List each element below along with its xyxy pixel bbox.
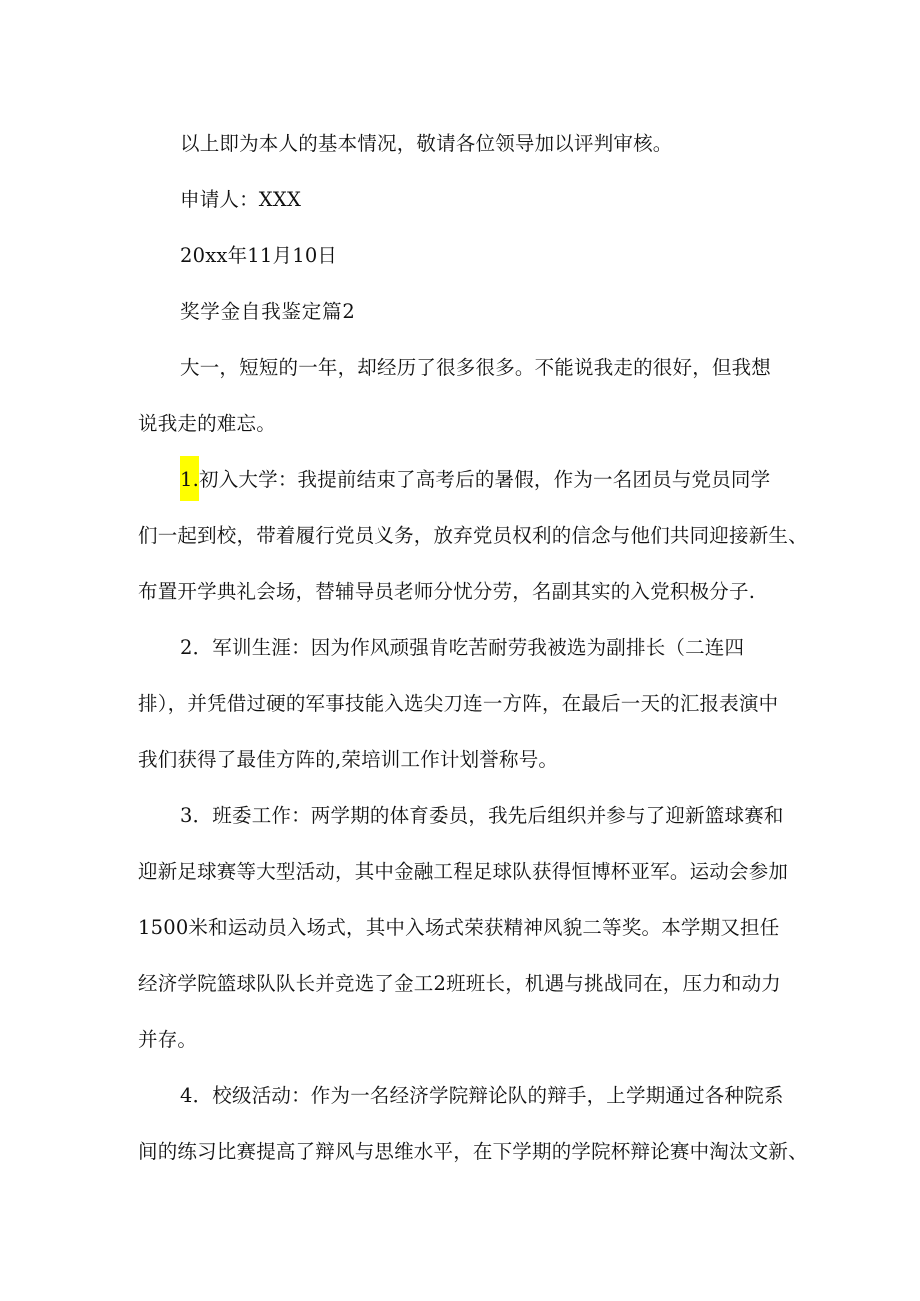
intro-line-1: 大一，短短的一年，却经历了很多很多。不能说我走的很好，但我想	[180, 356, 772, 379]
intro-line-2: 说我走的难忘。	[138, 412, 276, 435]
item3-line-1: 3．班委工作：两学期的体育委员，我先后组织并参与了迎新篮球赛和	[180, 804, 784, 827]
item1-line-3: 布置开学典礼会场，替辅导员老师分忧分劳，名副其实的入党积极分子.	[138, 580, 756, 603]
item2-line-1: 2．军训生涯：因为作风顽强肯吃苦耐劳我被选为副排长（二连四	[180, 636, 745, 659]
item4-line-2: 间的练习比赛提高了辩风与思维水平，在下学期的学院杯辩论赛中淘汰文新、	[138, 1140, 808, 1163]
item1-line-2: 们一起到校，带着履行党员义务，放弃党员权利的信念与他们共同迎接新生、	[138, 524, 808, 547]
date-line: 20xx年11月10日	[180, 244, 338, 267]
item3-line-2: 迎新足球赛等大型活动，其中金融工程足球队获得恒博杯亚军。运动会参加	[138, 860, 789, 883]
highlighted-item-number: 1.	[180, 456, 199, 501]
item3-line-4: 经济学院篮球队队长并竞选了金工2班班长，机遇与挑战同在，压力和动力	[138, 972, 782, 995]
item3-line-3: 1500米和运动员入场式，其中入场式荣获精神风貌二等奖。本学期又担任	[138, 916, 780, 939]
item4-line-1: 4．校级活动：作为一名经济学院辩论队的辩手，上学期通过各种院系	[180, 1084, 784, 1107]
item1-line-1-text: 初入大学：我提前结束了高考后的暑假，作为一名团员与党员同学	[199, 468, 771, 491]
item3-line-5: 并存。	[138, 1028, 198, 1051]
section-heading: 奖学金自我鉴定篇2	[180, 300, 356, 323]
item1-line-1	[180, 470, 860, 490]
closing-paragraph: 以上即为本人的基本情况，敬请各位领导加以评判审核。	[180, 132, 673, 155]
applicant-line: 申请人：XXX	[180, 188, 302, 211]
item2-line-2: 排），并凭借过硬的军事技能入选尖刀连一方阵，在最后一天的汇报表演中	[138, 692, 779, 715]
item2-line-3: 我们获得了最佳方阵的,荣培训工作计划誉称号。	[138, 748, 559, 771]
